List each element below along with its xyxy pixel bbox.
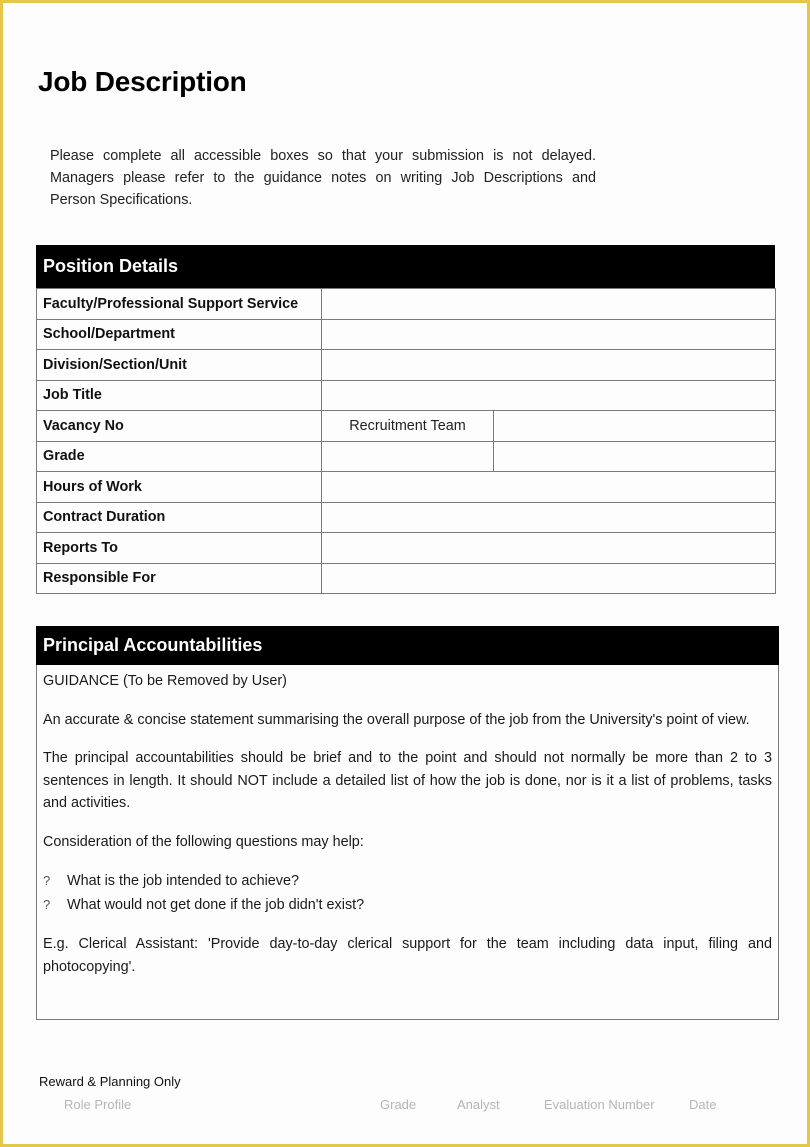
list-item	[43, 869, 772, 893]
position-details-table	[36, 288, 776, 594]
table-row	[37, 289, 776, 320]
field-label: Reports To	[37, 533, 322, 564]
field-label: Contract Duration	[37, 502, 322, 533]
field-label: Grade	[37, 441, 322, 472]
hours-of-work-field[interactable]	[322, 472, 776, 503]
table-row	[37, 350, 776, 381]
table-row	[37, 411, 776, 442]
field-label: School/Department	[37, 319, 322, 350]
grade-label: Grade	[380, 1097, 417, 1112]
guidance-paragraph: An accurate & concise statement summarising the overall purpose of the job from the University's point of view.	[43, 711, 750, 728]
question-list	[43, 869, 772, 917]
guidance-paragraph: The principal accountabilities should be brief and to the point and should not normally be more than 2 to 3 sentences in length. It should NOT include a detailed list of how the job is done, nor is it a list of problems, tasks and activities.	[43, 750, 772, 811]
intro-line: Please complete all accessible boxes so that your submission is not delayed.	[50, 148, 596, 164]
field-label: Responsible For	[37, 563, 322, 594]
table-row	[37, 441, 776, 472]
reports-to-field[interactable]	[322, 533, 776, 564]
table-row	[37, 502, 776, 533]
field-label: Faculty/Professional Support Service	[37, 289, 322, 320]
recruitment-team-label: Recruitment Team	[322, 411, 494, 442]
contract-duration-field[interactable]	[322, 502, 776, 533]
table-row	[37, 319, 776, 350]
grade-field[interactable]	[494, 441, 776, 472]
intro-line: Person Specifications.	[50, 192, 193, 208]
intro-line: Managers please refer to the guidance notes on writing Job Descriptions and	[50, 170, 596, 186]
question-text: What is the job intended to achieve?	[67, 873, 299, 889]
vacancy-no-field[interactable]	[494, 411, 776, 442]
section-title: Position Details	[43, 256, 179, 276]
field-label: Vacancy No	[37, 411, 322, 442]
question-text: What would not get done if the job didn't exist?	[67, 897, 365, 913]
evaluation-number-label: Evaluation Number	[544, 1097, 655, 1112]
position-details-header	[36, 245, 775, 288]
table-row	[37, 563, 776, 594]
principal-accountabilities-textbox[interactable]	[36, 665, 779, 1020]
guidance-paragraph: Consideration of the following questions may help:	[43, 833, 364, 850]
responsible-for-field[interactable]	[322, 563, 776, 594]
field-label: Hours of Work	[37, 472, 322, 503]
table-row	[37, 380, 776, 411]
reward-planning-label: Reward & Planning Only	[39, 1074, 181, 1089]
grade-sub-field[interactable]	[322, 441, 494, 472]
school-department-field[interactable]	[322, 319, 776, 350]
table-row	[37, 533, 776, 564]
question-bullet-icon: ?	[43, 897, 51, 912]
analyst-label: Analyst	[457, 1097, 500, 1112]
role-profile-label: Role Profile	[64, 1097, 132, 1112]
field-label: Job Title	[37, 380, 322, 411]
page-title: Job Description	[38, 66, 247, 97]
division-section-unit-field[interactable]	[322, 350, 776, 381]
date-label: Date	[689, 1097, 717, 1112]
section-title: Principal Accountabilities	[43, 635, 263, 655]
faculty-field[interactable]	[322, 289, 776, 320]
field-label: Division/Section/Unit	[37, 350, 322, 381]
question-bullet-icon: ?	[43, 873, 51, 888]
job-title-field[interactable]	[322, 380, 776, 411]
intro-instructions	[50, 145, 596, 211]
principal-accountabilities-header	[36, 626, 779, 665]
table-row	[37, 472, 776, 503]
guidance-heading: GUIDANCE (To be Removed by User)	[43, 673, 287, 689]
example-paragraph: E.g. Clerical Assistant: 'Provide day-to-day clerical support for the team including data input, filing and photocopying'.	[43, 936, 772, 975]
list-item	[43, 893, 772, 917]
